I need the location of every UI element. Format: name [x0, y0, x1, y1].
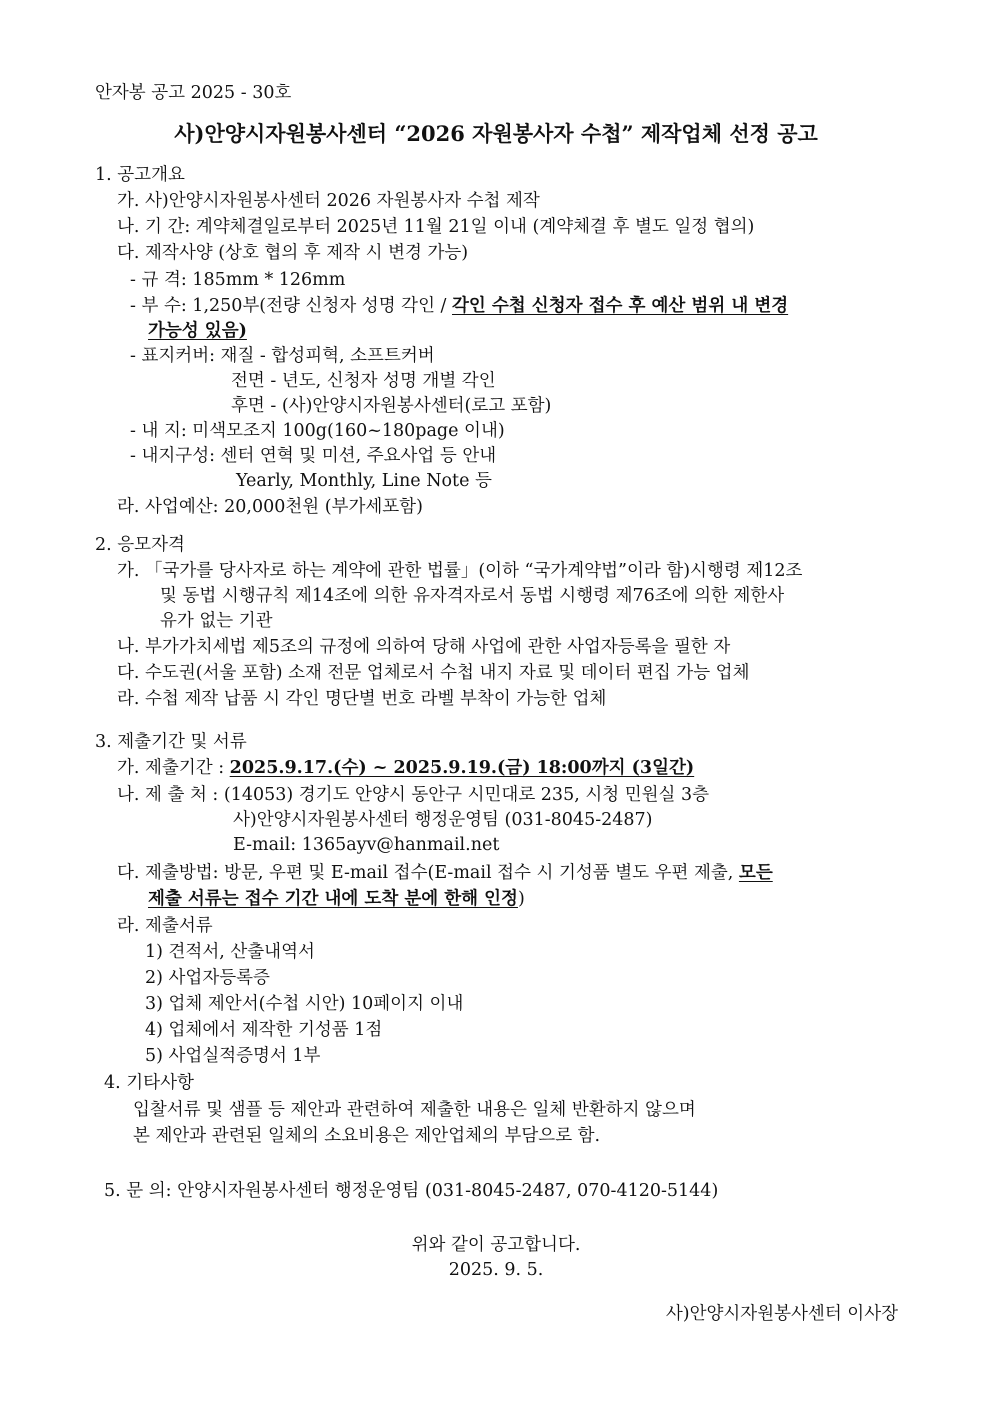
notice-date: 2025. 9. 5. [448, 1260, 544, 1280]
spec-paper: - 내 지: 미색모조지 100g(160~180page 이내) [130, 421, 505, 441]
s2-item-ga: 가. 「국가를 당사자로 하는 계약에 관한 법률」(이하 “국가계약법”이라 함)시행령 제12조 [117, 561, 803, 581]
section-4-heading: 4. 기타사항 [104, 1073, 194, 1093]
doc-item: 3) 업체 제안서(수첩 시안) 10페이지 이내 [145, 994, 464, 1014]
s3-item-ga [117, 755, 694, 781]
spec-content: - 내지구성: 센터 연혁 및 미션, 주요사업 등 안내 [130, 446, 497, 466]
doc-item: 1) 견적서, 산출내역서 [145, 942, 315, 962]
s4-line-2: 본 제안과 관련된 일체의 소요비용은 제안업체의 부담으로 함. [133, 1126, 601, 1146]
submission-method: 다. 제출방법: 방문, 우편 및 E-mail 접수(E-mail 접수 시 기성품 별도 우편 제출, [117, 863, 739, 883]
s4-line-1: 입찰서류 및 샘플 등 제안과 관련하여 제출한 내용은 일체 반환하지 않으며 [133, 1100, 696, 1120]
submission-period: 2025.9.17.(수) ~ 2025.9.19.(금) 18:00까지 (3일간) [229, 758, 695, 778]
s3-item-ra: 라. 제출서류 [117, 916, 213, 936]
closing-statement: 위와 같이 공고합니다. [411, 1235, 581, 1255]
s3-item-da-cont [148, 886, 525, 912]
spec-quantity-note: 각인 수첩 신청자 접수 후 예산 범위 내 변경 [452, 296, 789, 316]
s1-item-da: 다. 제작사양 (상호 협의 후 제작 시 변경 가능) [117, 243, 469, 263]
spec-cover-material: - 표지커버: 재질 - 합성피혁, 소프트커버 [130, 346, 435, 366]
doc-item: 2) 사업자등록증 [145, 968, 270, 988]
spec-quantity [130, 293, 788, 319]
submission-method-note-cont: 제출 서류는 접수 기간 내에 도착 분에 한해 인정 [148, 889, 518, 909]
s3-item-na-email: E-mail: 1365ayv@hanmail.net [233, 835, 500, 855]
section-2-heading: 2. 응모자격 [95, 535, 185, 555]
section-3-heading: 3. 제출기간 및 서류 [95, 732, 247, 752]
s3-item-na: 나. 제 출 처 : (14053) 경기도 안양시 동안구 시민대로 235, 시청 민원실 3층 [117, 785, 710, 805]
spec-cover-back: 후면 - (사)안양시자원봉사센터(로고 포함) [231, 396, 552, 416]
spec-cover-front: 전면 - 년도, 신청자 성명 개별 각인 [231, 371, 496, 391]
s1-item-na: 나. 기 간: 계약체결일로부터 2025년 11월 21일 이내 (계약체결 후 별도 일정 협의) [117, 217, 755, 237]
s1-item-ga: 가. 사)안양시자원봉사센터 2026 자원봉사자 수첩 제작 [117, 191, 540, 211]
spec-size: - 규 격: 185mm * 126mm [130, 270, 346, 290]
s2-item-na: 나. 부가가치세법 제5조의 규정에 의하여 당해 사업에 관한 사업자등록을 필한 자 [117, 637, 731, 657]
spec-quantity-note-cont: 가능성 있음) [148, 321, 247, 341]
spec-content-cont: Yearly, Monthly, Line Note 등 [236, 471, 492, 491]
submission-period-label: 가. 제출기간 : [117, 758, 230, 778]
s2-item-ga-cont1: 및 동법 시행규칙 제14조에 의한 유자격자로서 동법 시행령 제76조에 의한 제한사 [160, 586, 785, 606]
section-5-contact: 5. 문 의: 안양시자원봉사센터 행정운영팀 (031-8045-2487, 070-4120-5144) [104, 1181, 719, 1201]
submission-method-note: 모든 [738, 863, 773, 883]
submission-method-close: ) [517, 889, 525, 909]
s3-item-na-org: 사)안양시자원봉사센터 행정운영팀 (031-8045-2487) [233, 810, 653, 830]
s3-item-da [117, 860, 773, 886]
s2-item-ga-cont2: 유가 없는 기관 [160, 611, 273, 631]
section-1-heading: 1. 공고개요 [95, 165, 185, 185]
doc-item: 5) 사업실적증명서 1부 [145, 1046, 321, 1066]
spec-quantity-text: - 부 수: 1,250부(전량 신청자 성명 각인 / [130, 296, 452, 316]
signer: 사)안양시자원봉사센터 이사장 [665, 1304, 898, 1324]
s2-item-da: 다. 수도권(서울 포함) 소재 전문 업체로서 수첩 내지 자료 및 데이터 편집 가능 업체 [117, 663, 750, 683]
s2-item-ra: 라. 수첩 제작 납품 시 각인 명단별 번호 라벨 부착이 가능한 업체 [117, 689, 607, 709]
notice-number: 안자봉 공고 2025 - 30호 [95, 83, 292, 103]
page-title: 사)안양시자원봉사센터 “2026 자원봉사자 수첩” 제작업체 선정 공고 [174, 121, 818, 146]
doc-item: 4) 업체에서 제작한 기성품 1점 [145, 1020, 383, 1040]
s1-item-ra: 라. 사업예산: 20,000천원 (부가세포함) [117, 497, 423, 517]
